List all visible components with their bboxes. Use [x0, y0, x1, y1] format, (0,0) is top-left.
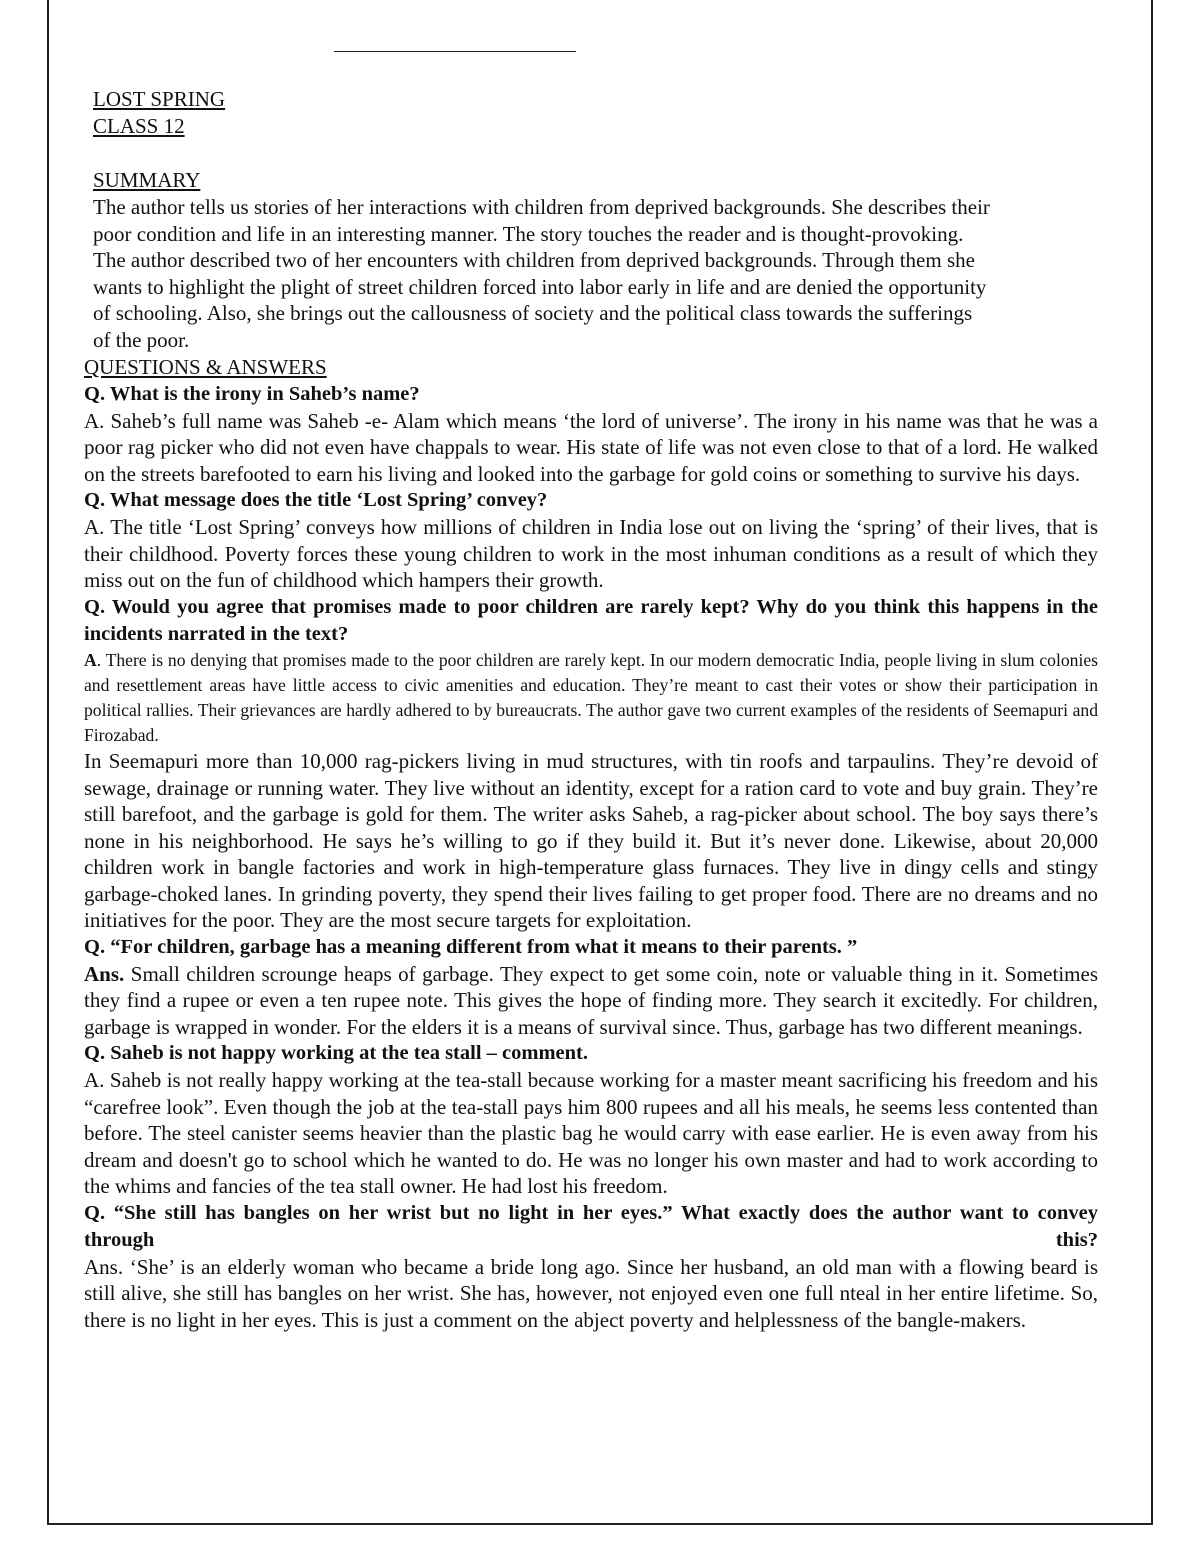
spacer [84, 140, 1098, 167]
summary-line: The author described two of her encounters with children from deprived backgrounds. Through them she [93, 248, 975, 273]
answer-1: A. Saheb’s full name was Saheb -e- Alam which means ‘the lord of universe’. The irony in his name was that he was a poor rag picker who did not even have chappals to wear. His state of life was not even close to that of a lord. He walked on the streets barefooted to earn his living and looked into the garbage for gold coins or something to survive his days. [84, 408, 1098, 486]
answer-5: A. Saheb is not really happy working at the tea-stall because working for a master meant sacrificing his freedom and his “carefree look”. Even though the job at the tea-stall pays him 800 rupees and all his meals, he seems less contented than before. The steel canister seems heavier than the plastic bag he would carry with ease earlier. He is even away from his dream and doesn't go to school which he wanted to do. He was no longer his own master and had to work according to the whims and fancies of the tea stall owner. He had lost his freedom. [84, 1068, 1098, 1199]
question-5: Q. Saheb is not happy working at the tea stall – comment. [84, 1042, 588, 1065]
answer-2: A. The title ‘Lost Spring’ conveys how millions of children in India lose out on living the ‘spring’ of their lives, that is their childhood. Poverty forces these young children to work in the most inhuman conditions as a result of which they miss out on the fun of childhood which hampers their growth. [84, 515, 1098, 593]
answer-6: Ans. ‘She’ is an elderly woman who became a bride long ago. Since her husband, an old man with a flowing beard is still alive, she still has bangles on her wrist. She has, however, not enjoyed even one full nteal in her entire lifetime. So, there is no light in her eyes. This is just a comment on the abject poverty and helplessness of the bangle-makers. [84, 1254, 1098, 1332]
header-rule [334, 51, 576, 52]
class-label: CLASS 12 [93, 114, 185, 138]
question-1: Q. What is the irony in Saheb’s name? [84, 382, 420, 405]
summary-line: of the poor. [93, 327, 190, 352]
summary-line: The author tells us stories of her interactions with children from deprived backgrounds. She describes their [93, 195, 990, 219]
question-2: Q. What message does the title ‘Lost Spring’ convey? [84, 489, 548, 512]
answer-prefix: Ans. [84, 961, 125, 986]
qa-heading: QUESTIONS & ANSWERS [84, 354, 327, 379]
summary-text [93, 194, 1098, 354]
answer-prefix: A [84, 649, 97, 670]
question-4: Q. “For children, garbage has a meaning different from what it means to their parents. ” [84, 935, 858, 958]
answer-3-continued: In Seemapuri more than 10,000 rag-pickers living in mud structures, with tin roofs and tarpaulins. They’re devoid of sewage, drainage or running water. They live without an identity, except for a ration card to vote and buy grain. They’re still barefoot, and the garbage is gold for them. The writer asks Saheb, a rag-picker about school. The boy says there’s none in his neighborhood. He says he’s willing to go if they build it. But it’s never done. Likewise, about 20,000 children work in bangle factories and work in high-temperature glass furnaces. They live in dingy cells and stingy garbage-choked lanes. In grinding poverty, they spend their lives failing to get proper food. There are no dreams and no initiatives for the poor. They are the most secure targets for exploitation. [84, 749, 1098, 933]
answer-4-text: Small children scrounge heaps of garbage. They expect to get some coin, note or valuable thing in it. Sometimes they find a rupee or even a ten rupee note. This gives the hope of finding more. They search it excitedly. For children, garbage is wrapped in wonder. For the elders it is a means of survival since. Thus, garbage has two different meanings. [84, 961, 1098, 1039]
summary-line: of schooling. Also, she brings out the callousness of society and the political class towards the sufferings [93, 301, 973, 326]
question-3: Q. Would you agree that promises made to poor children are rarely kept? Why do you think this happens in the incidents narrated in the text? [84, 595, 1098, 645]
answer-3 [84, 648, 1098, 749]
summary-line: wants to highlight the plight of street children forced into labor early in life and are denied the opportunity [93, 274, 987, 299]
document-body [84, 86, 1098, 1333]
document-title: LOST SPRING [93, 87, 226, 111]
answer-3-text: . There is no denying that promises made to the poor children are rarely kept. In our modern democratic India, people living in slum colonies and resettlement areas have little access to civic amenities and education. They’re meant to cast their votes or show their participation in political rallies. Their grievances are hardly adhered to by bureaucrats. The author gave two current examples of the residents of Seemapuri and Firozabad. [84, 649, 1098, 746]
summary-heading: SUMMARY [93, 168, 201, 192]
answer-4 [84, 961, 1098, 1041]
summary-line: poor condition and life in an interesting manner. The story touches the reader and is thought-provoking. [93, 221, 964, 246]
question-6: Q. “She still has bangles on her wrist but no light in her eyes.” What exactly does the author want to convey through this? [84, 1201, 1098, 1251]
